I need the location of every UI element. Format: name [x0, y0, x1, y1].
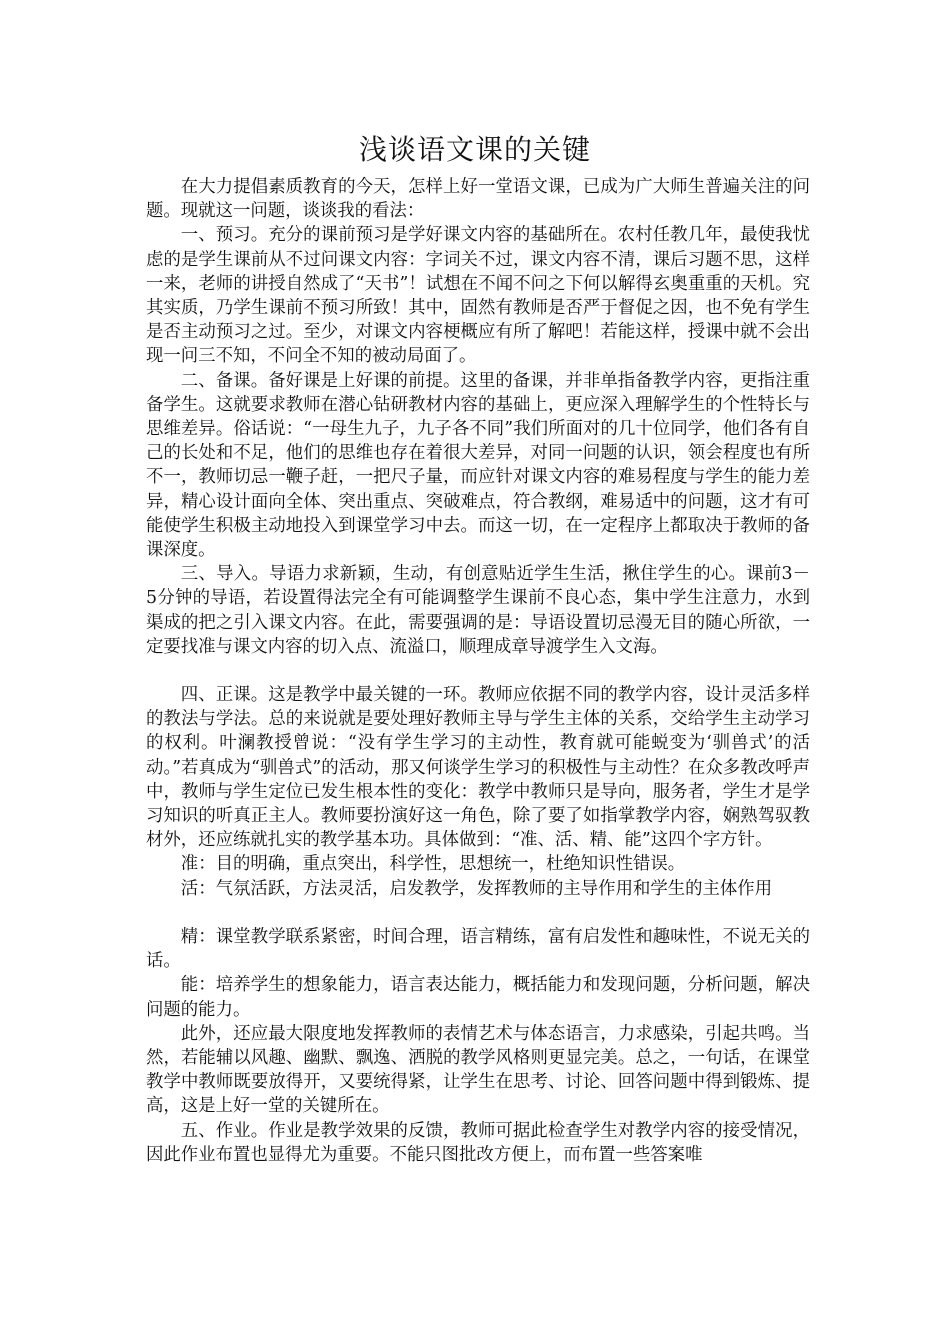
paragraph-precise: 精：课堂教学联系紧密，时间合理，语言精练，富有启发性和趣味性，不说无关的话。: [146, 926, 810, 972]
document-body: [146, 175, 810, 1167]
paragraph-homework: 五、作业。作业是教学效果的反馈，教师可据此检查学生对教学内容的接受情况，因此作业布置也显得尤为重要。不能只图批改方便上，而布置一些答案唯: [146, 1120, 810, 1165]
paragraph-additionally: 此外，还应最大限度地发挥教师的表情艺术与体态语言，力求感染，引起共鸣。当然，若能辅以风趣、幽默、飘逸、洒脱的教学风格则更显完美。总之，一句话，在课堂教学中教师既要放得开，又要统得紧，让学生在思考、讨论、回答问题中得到锻炼、提高，这是上好一堂的关键所在。: [146, 1023, 810, 1117]
paragraph-intro: 在大力提倡素质教育的今天，怎样上好一堂语文课，已成为广大师生普遍关注的问题。现就这一问题，谈谈我的看法：: [146, 177, 810, 222]
paragraph-main-lesson: 四、正课。这是教学中最关键的一环。教师应依据不同的教学内容，设计灵活多样的教法与学法。总的来说就是要处理好教师主导与学生主体的关系，交给学生主动学习的权利。叶澜教授曾说：“没有学生学习的主动性，教育就可能蜕变为‘驯兽式’的活动。”若真成为“驯兽式”的活动，那又何谈学生学习的积极性与主动性？在众多教改呼声中，教师与学生定位已发生根本性的变化：教学中教师只是导向，服务者，学生才是学习知识的听真正主人。教师要扮演好这一角色，除了要了如指掌教学内容，娴熟驾驭教材外，还应练就扎实的教学基本功。具体做到：“准、活、精、能”这四个字方针。: [146, 685, 810, 851]
paragraph-lively: 活：气氛活跃，方法灵活，启发教学，发挥教师的主导作用和学生的主体作用: [180, 878, 773, 899]
paragraph-introduction: 三、导入。导语力求新颖，生动，有创意贴近学生生活，揪住学生的心。课前3－5分钟的导语，若设置得法完全有可能调整学生课前不良心态，集中学生注意力，水到渠成的把之引入课文内容。在此，需要强调的是：导语设置切忌漫无目的随心所欲，一定要找准与课文内容的切入点、流溢口，顺理成章导渡学生入文海。: [146, 564, 810, 657]
paragraph-ability: 能：培养学生的想象能力，语言表达能力，概括能力和发现问题，分析问题，解决问题的能力。: [146, 975, 810, 1020]
paragraph-lesson-prep: 二、备课。备好课是上好课的前提。这里的备课，并非单指备教学内容，更指注重备学生。这就要求教师在潜心钻研教材内容的基础上，更应深入理解学生的个性特长与思维差异。俗话说：“一母生九子，九子各不同”我们所面对的几十位同学，他们各有自己的长处和不足，他们的思维也存在着很大差异，对同一问题的认识，领会程度也有所不一，教师切忌一鞭子赶，一把尺子量，而应针对课文内容的难易程度与学生的能力差异，精心设计面向全体、突出重点、突破难点，符合教纲，难易适中的问题，这才有可能使学生积极主动地投入到课堂学习中去。而这一切，在一定程序上都取决于教师的备课深度。: [146, 370, 810, 561]
document-title: 浅谈语文课的关键: [358, 133, 591, 166]
paragraph-preview: 一、预习。充分的课前预习是学好课文内容的基础所在。农村任教几年，最使我忧虑的是学生课前从不过问课文内容：字词关不过，课文内容不清，课后习题不思，这样一来，老师的讲授自然成了“天书”！试想在不闻不问之下何以解得玄奥重重的天机。究其实质，乃学生课前不预习所致！其中，固然有教师是否严于督促之因，也不免有学生是否主动预习之过。至少，对课文内容梗概应有所了解吧！若能这样，授课中就不会出现一问三不知，不问全不知的被动局面了。: [146, 225, 810, 367]
paragraph-accurate: 准：目的明确，重点突出，科学性，思想统一，杜绝知识性错误。: [180, 854, 686, 875]
